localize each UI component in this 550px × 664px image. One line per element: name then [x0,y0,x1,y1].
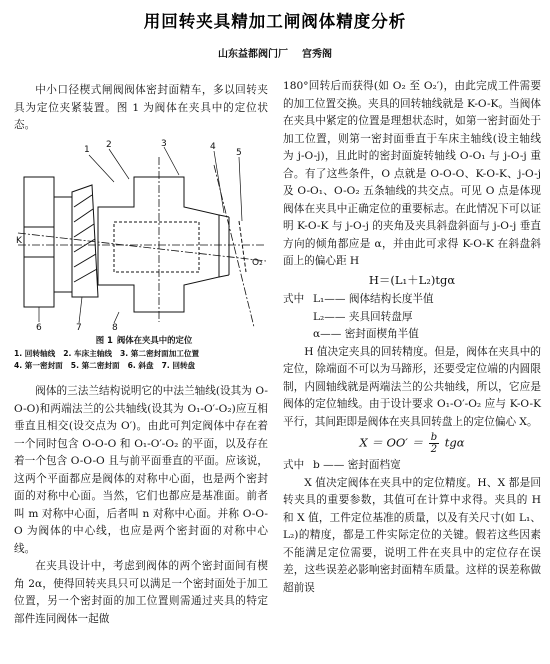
fig-num-2: 2 [106,140,112,150]
caption-text: 阀体在夹具中的定位 [116,335,193,345]
caption-legend-row-2 [14,360,270,372]
body-paragraph: 180°回转后而获得(如 O₂ 至 O₂′)，由此完成工件需要的加工位置交换。夹具的回转轴线就是 K-O-K。当阀体在夹具中紧定的位置是理想状态时，如第一密封面处于加工位置，则第一密封面垂直于车床主轴线(设主轴线为 j-O-j)，且此时的密封面旋转轴线 O-O₁ 与 j-O-j 重合。有了这些条件，O 点就是 O-O-O、K-O-K、j-O-j 及 O-O₁、O-O₂ 五条轴线的共交点。可见 O 点是体现阀体在夹具中正确定位的重要标志。在此情况下可以证明 K-O-K 与 j-O-j 的夹角及夹具斜盘斜面与 j-O-j 垂直方向的倾角都应是 α，并由此可求得 K-O-K 在斜盘斜面上的偏心距 H [283,80,541,267]
formula-x-legend [283,457,541,475]
fraction [429,432,439,455]
fraction-numerator: b [430,432,438,443]
caption-legend-row-1 [14,348,270,360]
rotary-disc [54,197,72,292]
body-paragraph: H 值决定夹具的回转精度。但是，阀体在夹具中的定位，除端面不可以为马蹄形，还要受定位端的内圆限制，内圆轴线就是两端法兰的公共轴线，所以，它应是阀体的定位轴线。由于设计要求 O₁-O′-O₂ 应与 K-O-K 平行，其间距即是阀体在夹具回转盘上的定位偏心 X。 [283,345,541,428]
legend-item: 2. 车床主轴线 [63,349,112,358]
formula-x-rhs: tgα [444,435,465,450]
formula-h-legend [283,291,541,344]
intro-paragraph: 中小口径楔式闸阀阀体密封面精车，多以回转夹具为定位夹紧装置。图 1 为阀体在夹具中的定位状态。 [14,84,268,131]
legend-item: 3. 第二密封面加工位置 [119,349,200,358]
fig-num-4: 4 [210,142,216,152]
caption-number: 图 1 [95,335,113,345]
where-label: 式中 [283,293,305,305]
legend-item: 7. 回转盘 [161,361,196,370]
article-title: 用回转夹具精加工闸阀体精度分析 [143,12,407,31]
fig-num-1: 1 [84,145,90,155]
legend-item: 4. 第一密封面 [14,361,63,370]
symbol-desc: —— 阀体结构长度半值 [324,293,434,305]
figure-caption [14,334,270,372]
fig-num-5: 5 [236,148,242,158]
left-column-body [14,383,268,628]
fraction-denominator: 2 [430,444,438,455]
fig-num-6: 6 [36,323,42,330]
body-paragraph: 阀体的三法兰结构说明它的中法兰轴线(设其为 O-O-O)和两端法兰的公共轴线(设其为 O₁-O′-O₂)应互相垂直且相交(设交点为 O′)。由此可判定阀体中存在着一个同时包含 O-O-O 和 O₁-O′-O₂ 的平面，以及存在着一个包含 O-O-O 且与前平面垂直的平面。应该说，这两个平面都应是阀体的对称中心面，也是两个密封面的对称中心面。当然，它们也都应是基准面。前者叫 m 对称中心面，后者叫 n 对称中心面。并称 O-O-O 为阀体的中心线，也应是两个密封面的对称中心线。 [14,385,268,555]
affiliation: 山东益都阀门厂 [218,49,288,60]
fig-num-3: 3 [161,139,167,149]
formula-h: H＝(L₁＋L₂)tgα [368,272,456,287]
body-paragraph: 在夹具设计中，考虑到阀体的两个密封面间有楔角 2α，使得回转夹具只可以满足一个密封面处于加工位置，另一个密封面的加工位置则需通过夹具的特定部件连同阀体一起做 [14,560,268,625]
formula-x [283,432,541,455]
where-label: 式中 [283,459,305,471]
legend-item: 6. 斜盘 [127,361,154,370]
right-column [283,78,541,597]
legend-item: 1. 回转轴线 [14,349,56,358]
label-o2: O₂ [252,258,263,268]
valve-body [98,177,219,312]
symbol-desc: —— 密封面楔角半值 [320,328,419,340]
second-seal-machining-position [239,221,246,272]
chuck-plate [24,177,54,307]
legend-item: 5. 第二密封面 [70,361,120,370]
left-column-intro [14,82,268,135]
symbol-desc: b —— 密封面档宽 [313,459,401,471]
symbol: L₁ [313,293,325,305]
symbol: α [313,328,321,340]
fixture-drawing [14,137,270,330]
label-k: K [16,236,22,246]
body-paragraph: X 值决定阀体在夹具中的定位精度。H、X 都是回转夹具的重要参数，其值可在计算中求得。夹具的 H 和 X 值，工件定位基准的质量，以及有关尺寸(如 L₁、L₂)的精度，都是工件实际定位的关键。假若这些因素不能满足定位需要，说明工件在夹具中的定位存在误差，这些误差必影响密封面精车质量。这样的误差称做超前误 [283,476,541,594]
symbol: L₂ [313,310,325,323]
slanted-disc [72,185,98,297]
figure-fixture-diagram [14,137,270,330]
byline [0,45,550,60]
author: 宫秀阁 [302,49,332,60]
symbol-desc: —— 夹具回转盘厚 [324,310,413,323]
formula-x-lhs: X ＝ OO′ ＝ [359,435,424,450]
fig-num-8: 8 [112,323,118,330]
fig-num-7: 7 [76,323,82,330]
